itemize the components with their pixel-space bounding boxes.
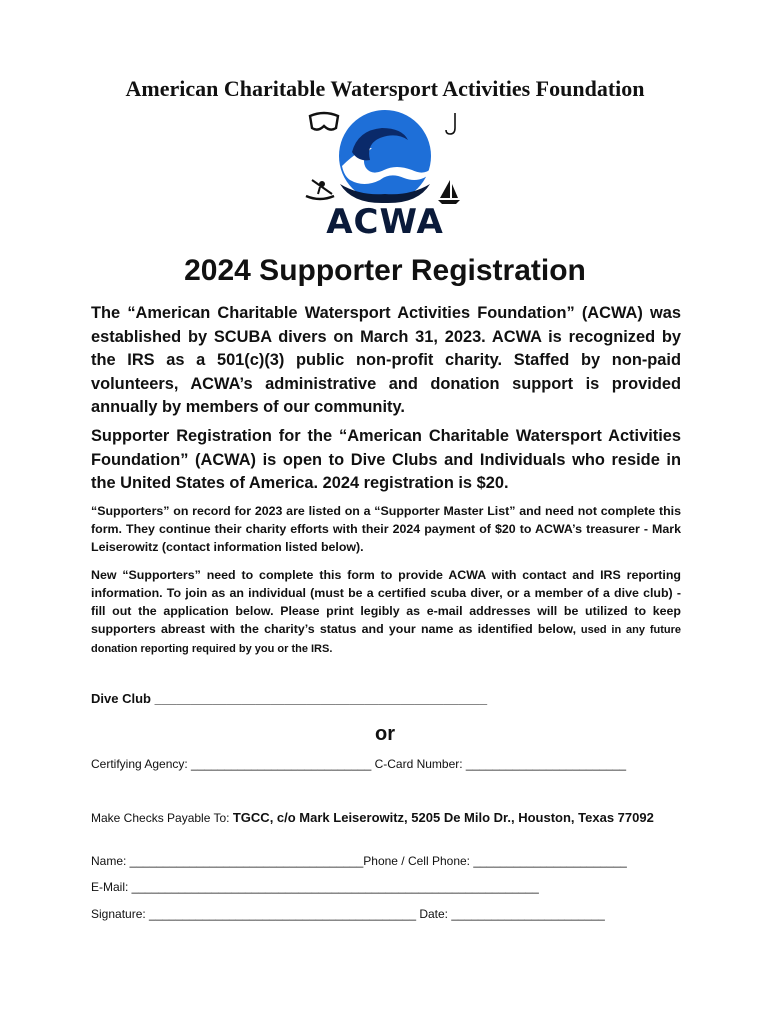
- existing-supporters-paragraph: “Supporters” on record for 2023 are listed on a “Supporter Master List” and need not complete this form. They continue their charity efforts with their 2024 payment of $20 to ACWA’s treasurer - Mark Leiserowitz (contact information listed below).: [91, 504, 681, 554]
- eligibility-paragraph: Supporter Registration for the “American Charitable Watersport Activities Foundation” (ACWA) is open to Dive Clubs and Individuals who reside in the United States of America. 2024 registration is $20.: [91, 427, 681, 492]
- certifying-agency-field[interactable]: Certifying Agency: ___________________________ C-Card Number: ________________________: [91, 757, 627, 771]
- page-title: 2024 Supporter Registration: [184, 254, 586, 287]
- name-phone-field[interactable]: Name: ___________________________________Phone / Cell Phone: _______________________: [91, 854, 627, 868]
- sailboat-icon: [438, 180, 460, 204]
- email-field[interactable]: E-Mail: _____________________________________________________________: [91, 880, 539, 894]
- acwa-logo-graphic: [300, 108, 470, 208]
- kayak-icon: [306, 180, 334, 199]
- logo-wordmark: ACWA: [326, 202, 444, 242]
- checks-label: Make Checks Payable To:: [91, 811, 233, 825]
- checks-payable: [91, 809, 681, 827]
- signature-date-field[interactable]: Signature: ________________________________________ Date: _______________________: [91, 907, 605, 921]
- or-separator: or: [375, 723, 395, 745]
- new-supporters-text: New “Supporters” need to complete this form to provide ACWA with contact and IRS reporting information. To join as an individual (must be a certified scuba diver, or a member of a dive club) - fill out the application below. Please print legibly as e-mail addresses will be utilized to keep supporters abreast with the charity’s status and your name as identified below,: [91, 568, 681, 636]
- wave-icon: [339, 110, 432, 203]
- new-supporters-paragraph: [91, 566, 681, 658]
- intro-paragraph: The “American Charitable Watersport Activities Foundation” (ACWA) was established by SCUBA divers on March 31, 2023. ACWA is recognized by the IRS as a 501(c)(3) public non-profit charity. Staffed by non-paid volunteers, ACWA’s administrative and donation support is provided annually by members of our community.: [91, 304, 681, 416]
- dive-mask-icon: [310, 113, 338, 130]
- organization-title: American Charitable Watersport Activities Foundation: [125, 76, 645, 101]
- checks-address: TGCC, c/o Mark Leiserowitz, 5205 De Milo Dr., Houston, Texas 77092: [232, 810, 654, 825]
- dive-club-field[interactable]: Dive Club ______________________________________________: [91, 691, 488, 706]
- snorkel-icon: [446, 113, 455, 134]
- new-supporters-note: used in any future donation reporting required by you or the IRS.: [91, 624, 682, 655]
